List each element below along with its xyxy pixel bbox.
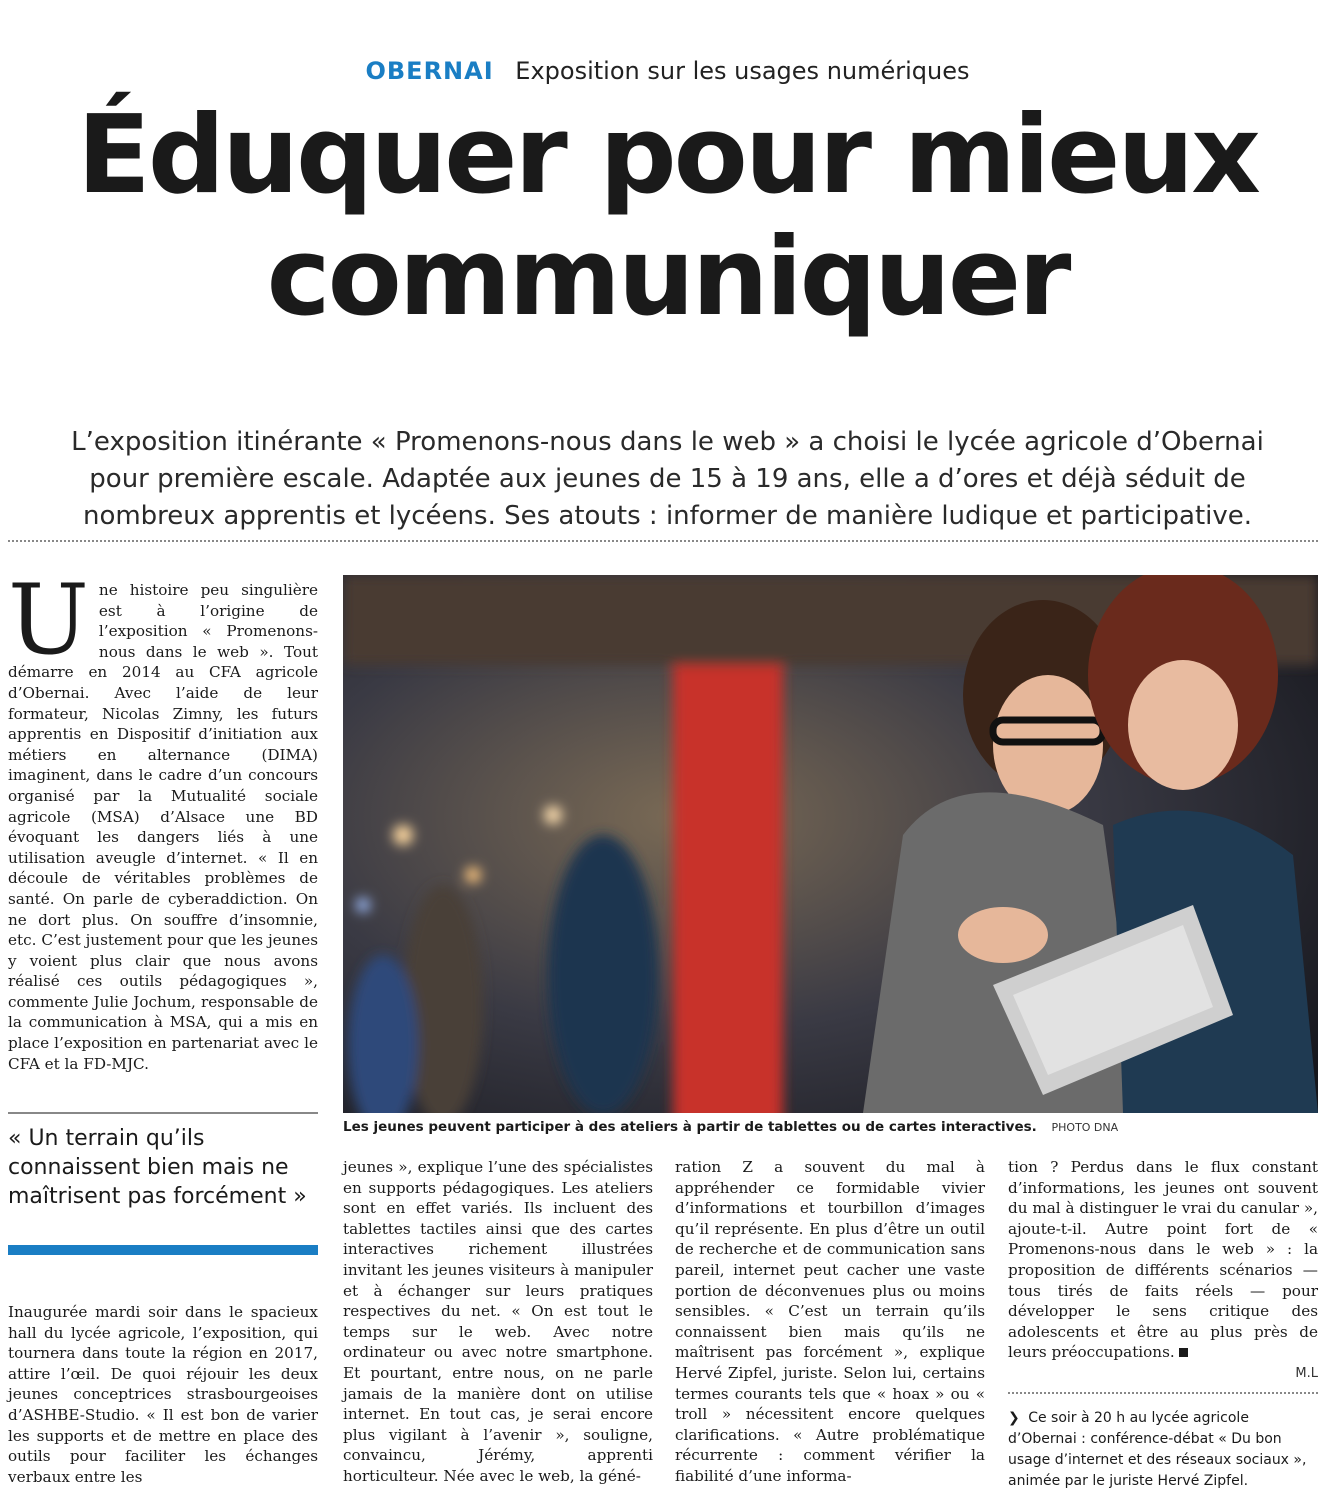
body-column-1-text: ne histoire peu singulière est à l’origine de l’exposition « Promenons-nous dans le web ». Tout démarre en 2014 au CFA agricole d’Obernai. Avec l’aide de leur formateur, Nicolas Zimny, les futurs apprentis en Dispositif d’initiation aux métiers en alternance (DIMA) imaginent, dans le cadre d’un concours organisé par la Mutualité sociale agricole (MSA) d’Alsace une BD évoquant les dangers liés à une utilisation aveugle d’internet. « Il en découle de véritables problèmes de santé. On parle de cyberaddiction. On ne dort plus. On souffre d’insomnie, etc. C’est justement pour que les jeunes y voient plus clair que nous avons réalisé ces outils pédagogiques », commente Julie Jochum, responsable de la communication à MSA, qui a mis en place l’exposition en partenariat avec le CFA et la FD-MJC. — [8, 581, 318, 1073]
info-divider — [1008, 1392, 1318, 1394]
body-column-4-text: tion ? Perdus dans le flux constant d’informations, les jeunes ont souvent du mal à distinguer le vrai du canular », ajoute-t-il. Autre point fort de « Promenons-nous dans le web » : la proposition de différents scénarios — tous tirés de faits réels — pour développer le sens critique des adolescents et être au plus près de leurs préoccupations. — [1008, 1158, 1318, 1362]
quote-accent-bar — [8, 1245, 318, 1255]
body-column-4 — [1008, 1157, 1318, 1363]
photo-caption — [343, 1117, 1318, 1138]
lead-paragraph: L’exposition itinérante « Promenons-nous dans le web » a choisi le lycée agricole d’Obernai pour première escale. Adaptée aux jeunes de 15 à 19 ans, elle a d’ores et déjà séduit de nombreux apprentis et lycéens. Ses atouts : informer de manière ludique et participative. — [71, 427, 1264, 531]
dotted-divider — [8, 540, 1318, 542]
photo-illustration — [343, 575, 1318, 1113]
chevron-right-icon: ❯ — [1008, 1410, 1020, 1426]
info-box — [1008, 1408, 1318, 1492]
body-column-1-continued: Inaugurée mardi soir dans le spacieux hall du lycée agricole, l’exposition, qui tournera dans toute la région en 2017, attire l’œil. De quoi réjouir les deux jeunes conceptrices strasbourgeoises d’ASHBE-Studio. « Il est bon de varier les supports et de mettre en place des outils pour faciliter les échanges verbaux entre les — [8, 1303, 318, 1486]
headline-line-1: Éduquer pour mieux — [77, 93, 1258, 218]
info-text: Ce soir à 20 h au lycée agricole d’Obernai : conférence-débat « Du bon usage d’internet et des réseaux sociaux », animée par le juriste Hervé Zipfel. — [1008, 1410, 1307, 1489]
drop-cap: U — [8, 564, 89, 676]
author-signature: M.L — [1295, 1366, 1318, 1381]
end-mark-icon — [1179, 1348, 1188, 1357]
photo-credit: PHOTO DNA — [1051, 1121, 1119, 1134]
location-label: OBERNAI — [365, 57, 494, 85]
kicker-subtitle: Exposition sur les usages numériques — [515, 57, 970, 85]
caption-text: Les jeunes peuvent participer à des ateliers à partir de tablettes ou de cartes interactives. — [343, 1119, 1037, 1135]
body-column-2: jeunes », explique l’une des spécialistes en supports pédagogiques. Les ateliers sont en effet variés. Ils incluent des tablettes tactiles ainsi que des cartes interactives richement illustrées invitant les jeunes visiteurs à manipuler et à échanger sur leurs pratiques respectives du net. « On est tout le temps sur le web. Avec notre ordinateur ou avec notre smartphone. Et pourtant, entre nous, on ne parle jamais de la manière dont on utilise internet. En tout cas, je serai encore plus vigilant à l’avenir », souligne, convaincu, Jérémy, apprenti horticulteur. Née avec le web, la géné- — [343, 1158, 653, 1485]
quote-top-rule — [8, 1112, 318, 1114]
body-column-1 — [8, 564, 318, 1074]
headline — [0, 95, 1335, 339]
kicker — [0, 55, 1335, 87]
headline-line-2: communiquer — [266, 215, 1069, 340]
body-column-3: ration Z a souvent du mal à appréhender ce formidable vivier d’informations et tourbillon d’images qu’il représente. En plus d’être un outil de recherche et de communication sans pareil, internet peut cacher une vaste portion de déconvenues plus ou moins sensibles. « C’est un terrain qu’ils connaissent bien mais qu’ils ne maîtrisent pas forcément », explique Hervé Zipfel, juriste. Selon lui, certains termes courants tels que « hoax » ou « troll » nécessitent encore quelques clarifications. « Autre problématique récurrente : comment vérifier la fiabilité d’une informa- — [675, 1158, 985, 1485]
article-photo — [343, 575, 1318, 1113]
pull-quote: « Un terrain qu’ils connaissent bien mais ne maîtrisent pas forcément » — [8, 1126, 307, 1209]
